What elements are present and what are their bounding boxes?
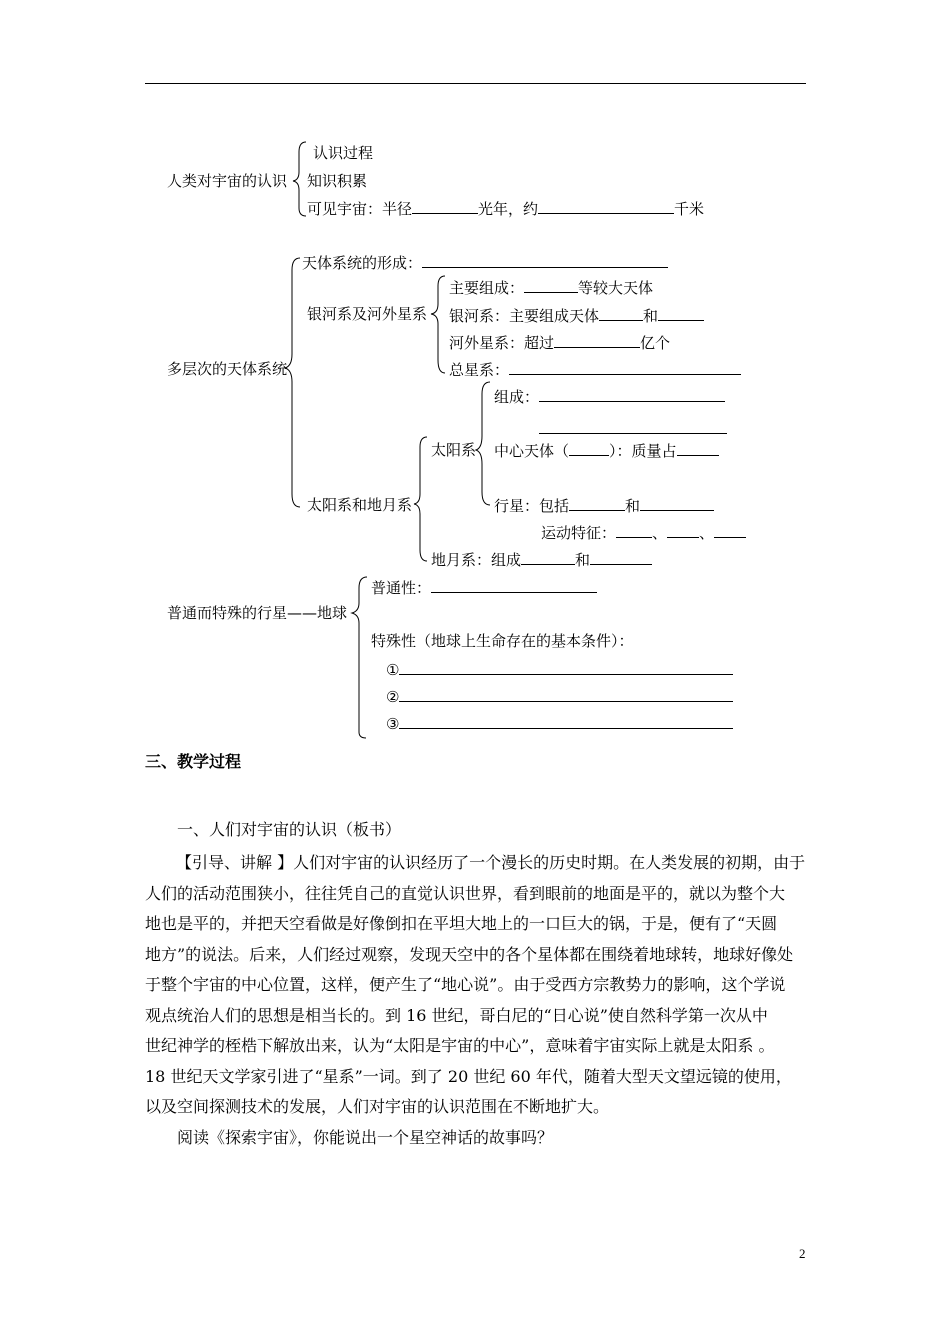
extragalactic (449, 333, 670, 352)
main-comp-blank[interactable] (524, 278, 578, 293)
center-body (494, 441, 719, 460)
radius-blank[interactable] (412, 199, 478, 214)
system-root: 多层次的天体系统 (167, 360, 288, 378)
brace-solarsys (476, 382, 490, 505)
motion-blank-3[interactable] (714, 523, 746, 538)
visible-universe-unit1: 光年，约 (478, 200, 539, 218)
center-mid: ）：质量占 (609, 442, 677, 460)
milkyway (449, 306, 704, 325)
brace-solar (414, 437, 427, 561)
visible-universe (307, 199, 704, 218)
cosmos-item-process: 认识过程 (313, 144, 374, 162)
milkyway-and: 和 (643, 307, 659, 325)
section-heading: 三、教学过程 (145, 752, 242, 771)
formation (302, 253, 668, 272)
condition-2 (386, 687, 733, 706)
motion (541, 523, 746, 542)
galaxy-group: 银河系及河外星系 (307, 305, 428, 323)
planets-and: 和 (625, 497, 641, 515)
page-number: 2 (799, 1246, 806, 1261)
circled-1: ① (386, 661, 400, 679)
condition-3-blank[interactable] (399, 714, 733, 729)
earth-root: 普通而特殊的行星——地球 (167, 604, 348, 622)
earth-moon-and: 和 (575, 551, 591, 569)
earth-moon-blank-1[interactable] (521, 550, 575, 565)
brace-cosmos (293, 142, 306, 216)
composition-label: 组成： (494, 388, 540, 406)
formation-blank[interactable] (422, 253, 668, 268)
paragraph (145, 848, 805, 1123)
center-blank[interactable] (569, 441, 609, 456)
ordinary-blank[interactable] (431, 578, 597, 593)
ordinary (371, 578, 597, 597)
paragraph-line: 18 世纪天文学家引进了“星系”一词。到了 20 世纪 60 年代，随着大型天文望远镜的使用， (145, 1066, 792, 1086)
planets-label: 行星：包括 (494, 497, 570, 515)
subheading: 一、人们对宇宙的认识（板书） (177, 820, 402, 839)
earth-moon (431, 550, 652, 569)
reading-prompt: 阅读《探索宇宙》，你能说出一个星空神话的故事吗？ (177, 1128, 554, 1147)
formation-label: 天体系统的形成： (302, 254, 423, 272)
brace-galaxy (431, 276, 445, 373)
composition-blank-2[interactable] (539, 433, 727, 434)
earth-moon-blank-2[interactable] (590, 550, 652, 565)
special: 特殊性（地球上生命存在的基本条件）： (371, 632, 634, 650)
paragraph-line: 以及空间探测技术的发展，人们对宇宙的认识范围在不断地扩大。 (145, 1097, 610, 1116)
milkyway-blank-1[interactable] (599, 306, 643, 321)
motion-blank-2[interactable] (667, 523, 699, 538)
milkyway-label: 银河系：主要组成天体 (449, 307, 600, 325)
total-galaxy-label: 总星系： (449, 361, 510, 379)
ordinary-label: 普通性： (371, 579, 432, 597)
header-rule (145, 83, 806, 84)
center-label: 中心天体（ (494, 442, 570, 460)
composition-blank-1[interactable] (539, 387, 725, 402)
planets-blank-1[interactable] (569, 496, 625, 511)
paragraph-line: 观点统治人们的思想是相当长的。到 16 世纪，哥白尼的“日心说”使自然科学第一次从中 (145, 1005, 768, 1025)
cosmos-root: 人类对宇宙的认识 (167, 172, 288, 190)
condition-1 (386, 660, 733, 679)
circled-3: ③ (386, 715, 400, 733)
motion-label: 运动特征： (541, 524, 617, 542)
paragraph-line: 人们的活动范围狭小，往往凭自己的直觉认识世界，看到眼前的地面是平的，就以为整个大 (145, 883, 786, 903)
motion-blank-1[interactable] (616, 523, 652, 538)
cosmos-item-knowledge: 知识积累 (307, 172, 368, 190)
extragalactic-blank[interactable] (554, 333, 640, 348)
planets (494, 496, 714, 515)
paragraph-line: 于整个宇宙的中心位置，这样，便产生了“地心说”。由于受西方宗教势力的影响，这个学说 (145, 975, 786, 994)
brace-earth (352, 577, 367, 738)
visible-universe-label: 可见宇宙：半径 (307, 200, 413, 218)
km-blank[interactable] (538, 199, 674, 214)
condition-2-blank[interactable] (399, 687, 733, 702)
solar-system: 太阳系 (431, 441, 477, 459)
condition-1-blank[interactable] (399, 660, 733, 675)
planets-blank-2[interactable] (640, 496, 714, 511)
main-comp-suffix: 等较大天体 (578, 279, 654, 297)
extragalactic-label: 河外星系：超过 (449, 334, 555, 352)
paragraph-line: 地也是平的，并把天空看做是好像倒扣在平坦大地上的一口巨大的锅，于是，便有了“天圆 (145, 914, 778, 933)
composition (494, 387, 725, 406)
main-composition (449, 278, 653, 297)
visible-universe-unit2: 千米 (674, 200, 705, 218)
milkyway-blank-2[interactable] (658, 306, 704, 321)
motion-sep-2: 、 (699, 524, 715, 542)
total-galaxy (449, 360, 741, 379)
paragraph-line: 地方”的说法。后来，人们经过观察，发现天空中的各个星体都在围绕着地球转，地球好像处 (145, 944, 794, 964)
extragalactic-suffix: 亿个 (640, 334, 671, 352)
paragraph-line: 【引导、讲解 】人们对宇宙的认识经历了一个漫长的历史时期。在人类发展的初期，由于 (176, 853, 806, 872)
motion-sep-1: 、 (652, 524, 668, 542)
solar-group: 太阳系和地月系 (307, 496, 413, 514)
condition-3 (386, 714, 733, 733)
mass-blank[interactable] (677, 441, 719, 456)
brace-system (285, 258, 300, 507)
total-galaxy-blank[interactable] (509, 360, 741, 375)
main-comp-label: 主要组成： (449, 279, 525, 297)
earth-moon-label: 地月系：组成 (431, 551, 522, 569)
paragraph-line: 世纪神学的桎梏下解放出来，认为“太阳是宇宙的中心”，意味着宇宙实际上就是太阳系 。 (145, 1036, 775, 1055)
circled-2: ② (386, 688, 400, 706)
